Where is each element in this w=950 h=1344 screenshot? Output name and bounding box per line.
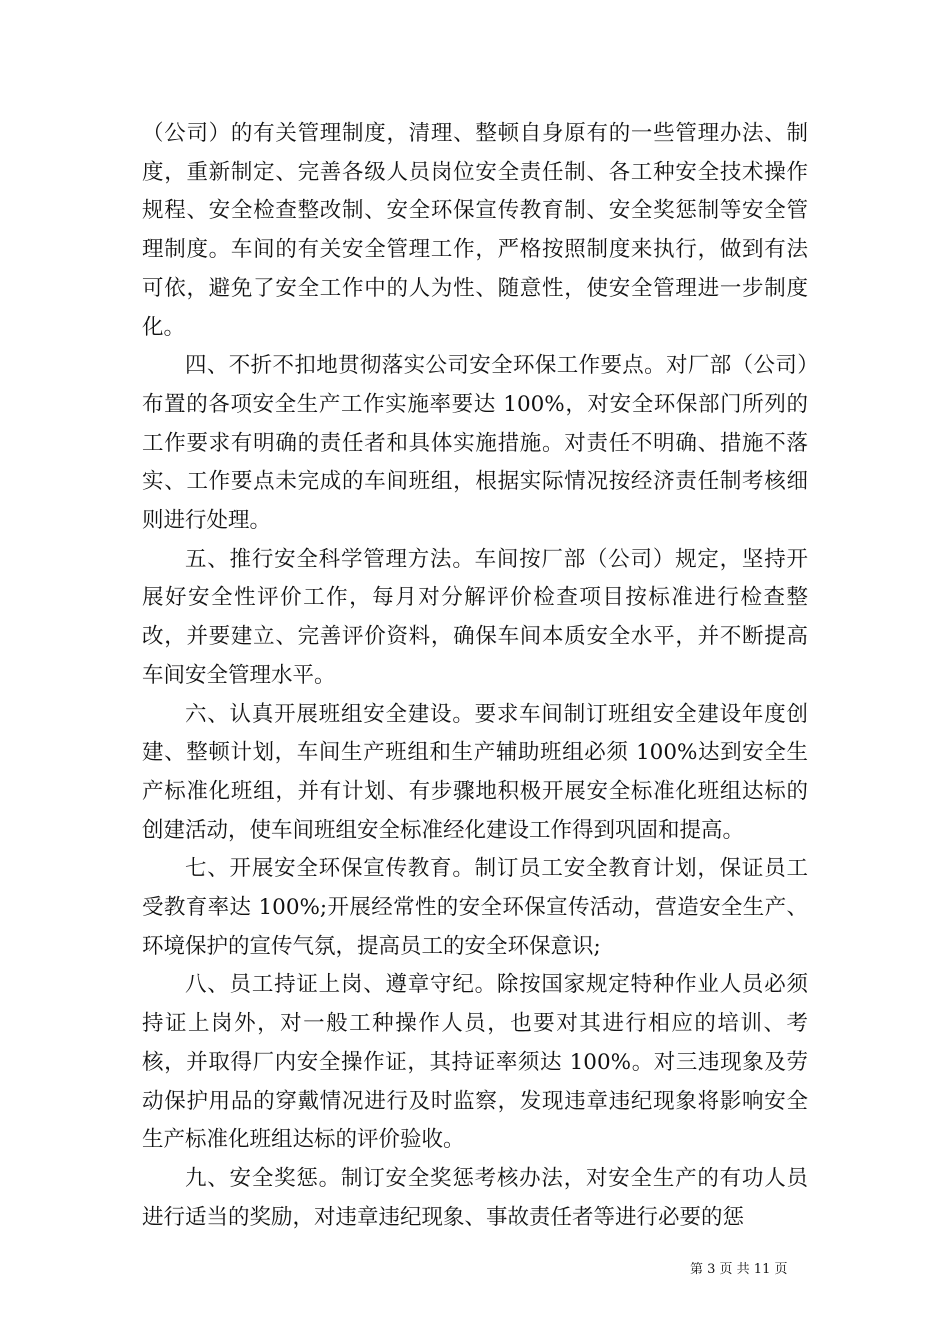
page-number-footer: 第 3 页 共 11 页 (690, 1262, 788, 1277)
document-body (142, 115, 808, 1237)
paragraph-item-9: 九、安全奖惩。制订安全奖惩考核办法，对安全生产的有功人员进行适当的奖励，对违章违纪现象、事故责任者等进行必要的惩 (142, 1165, 808, 1230)
paragraph-item-4: 四、不折不扣地贯彻落实公司安全环保工作要点。对厂部（公司）布置的各项安全生产工作实施率要达 100%，对安全环保部门所列的工作要求有明确的责任者和具体实施措施。对责任不明确、措施不落实、工作要点未完成的车间班组，根据实际情况按经济责任制考核细则进行处理。 (142, 353, 808, 534)
paragraph-item-7: 七、开展安全环保宣传教育。制订员工安全教育计划，保证员工受教育率达 100%;开展经常性的安全环保宣传活动，营造安全生产、环境保护的宣传气氛，提高员工的安全环保意识; (142, 856, 808, 959)
paragraph-item-5: 五、推行安全科学管理方法。车间按厂部（公司）规定，坚持开展好安全性评价工作，每月对分解评价检查项目按标准进行检查整改，并要建立、完善评价资料，确保车间本质安全水平，并不断提高车间安全管理水平。 (142, 546, 808, 688)
paragraph-continuation: （公司）的有关管理制度，清理、整顿自身原有的一些管理办法、制度，重新制定、完善各级人员岗位安全责任制、各工种安全技术操作规程、安全检查整改制、安全环保宣传教育制、安全奖惩制等安全管理制度。车间的有关安全管理工作，严格按照制度来执行，做到有法可依，避免了安全工作中的人为性、随意性，使安全管理进一步制度化。 (142, 121, 808, 340)
paragraph-item-8: 八、员工持证上岗、遵章守纪。除按国家规定特种作业人员必须持证上岗外，对一般工种操作人员，也要对其进行相应的培训、考核，并取得厂内安全操作证，其持证率须达 100%。对三违现象及劳动保护用品的穿戴情况进行及时监察，发现违章违纪现象将影响安全生产标准化班组达标的评价验收。 (142, 972, 808, 1153)
paragraph-item-6: 六、认真开展班组安全建设。要求车间制订班组安全建设年度创建、整顿计划，车间生产班组和生产辅助班组必须 100%达到安全生产标准化班组，并有计划、有步骤地积极开展安全标准化班组达标的创建活动，使车间班组安全标准经化建设工作得到巩固和提高。 (142, 701, 808, 843)
